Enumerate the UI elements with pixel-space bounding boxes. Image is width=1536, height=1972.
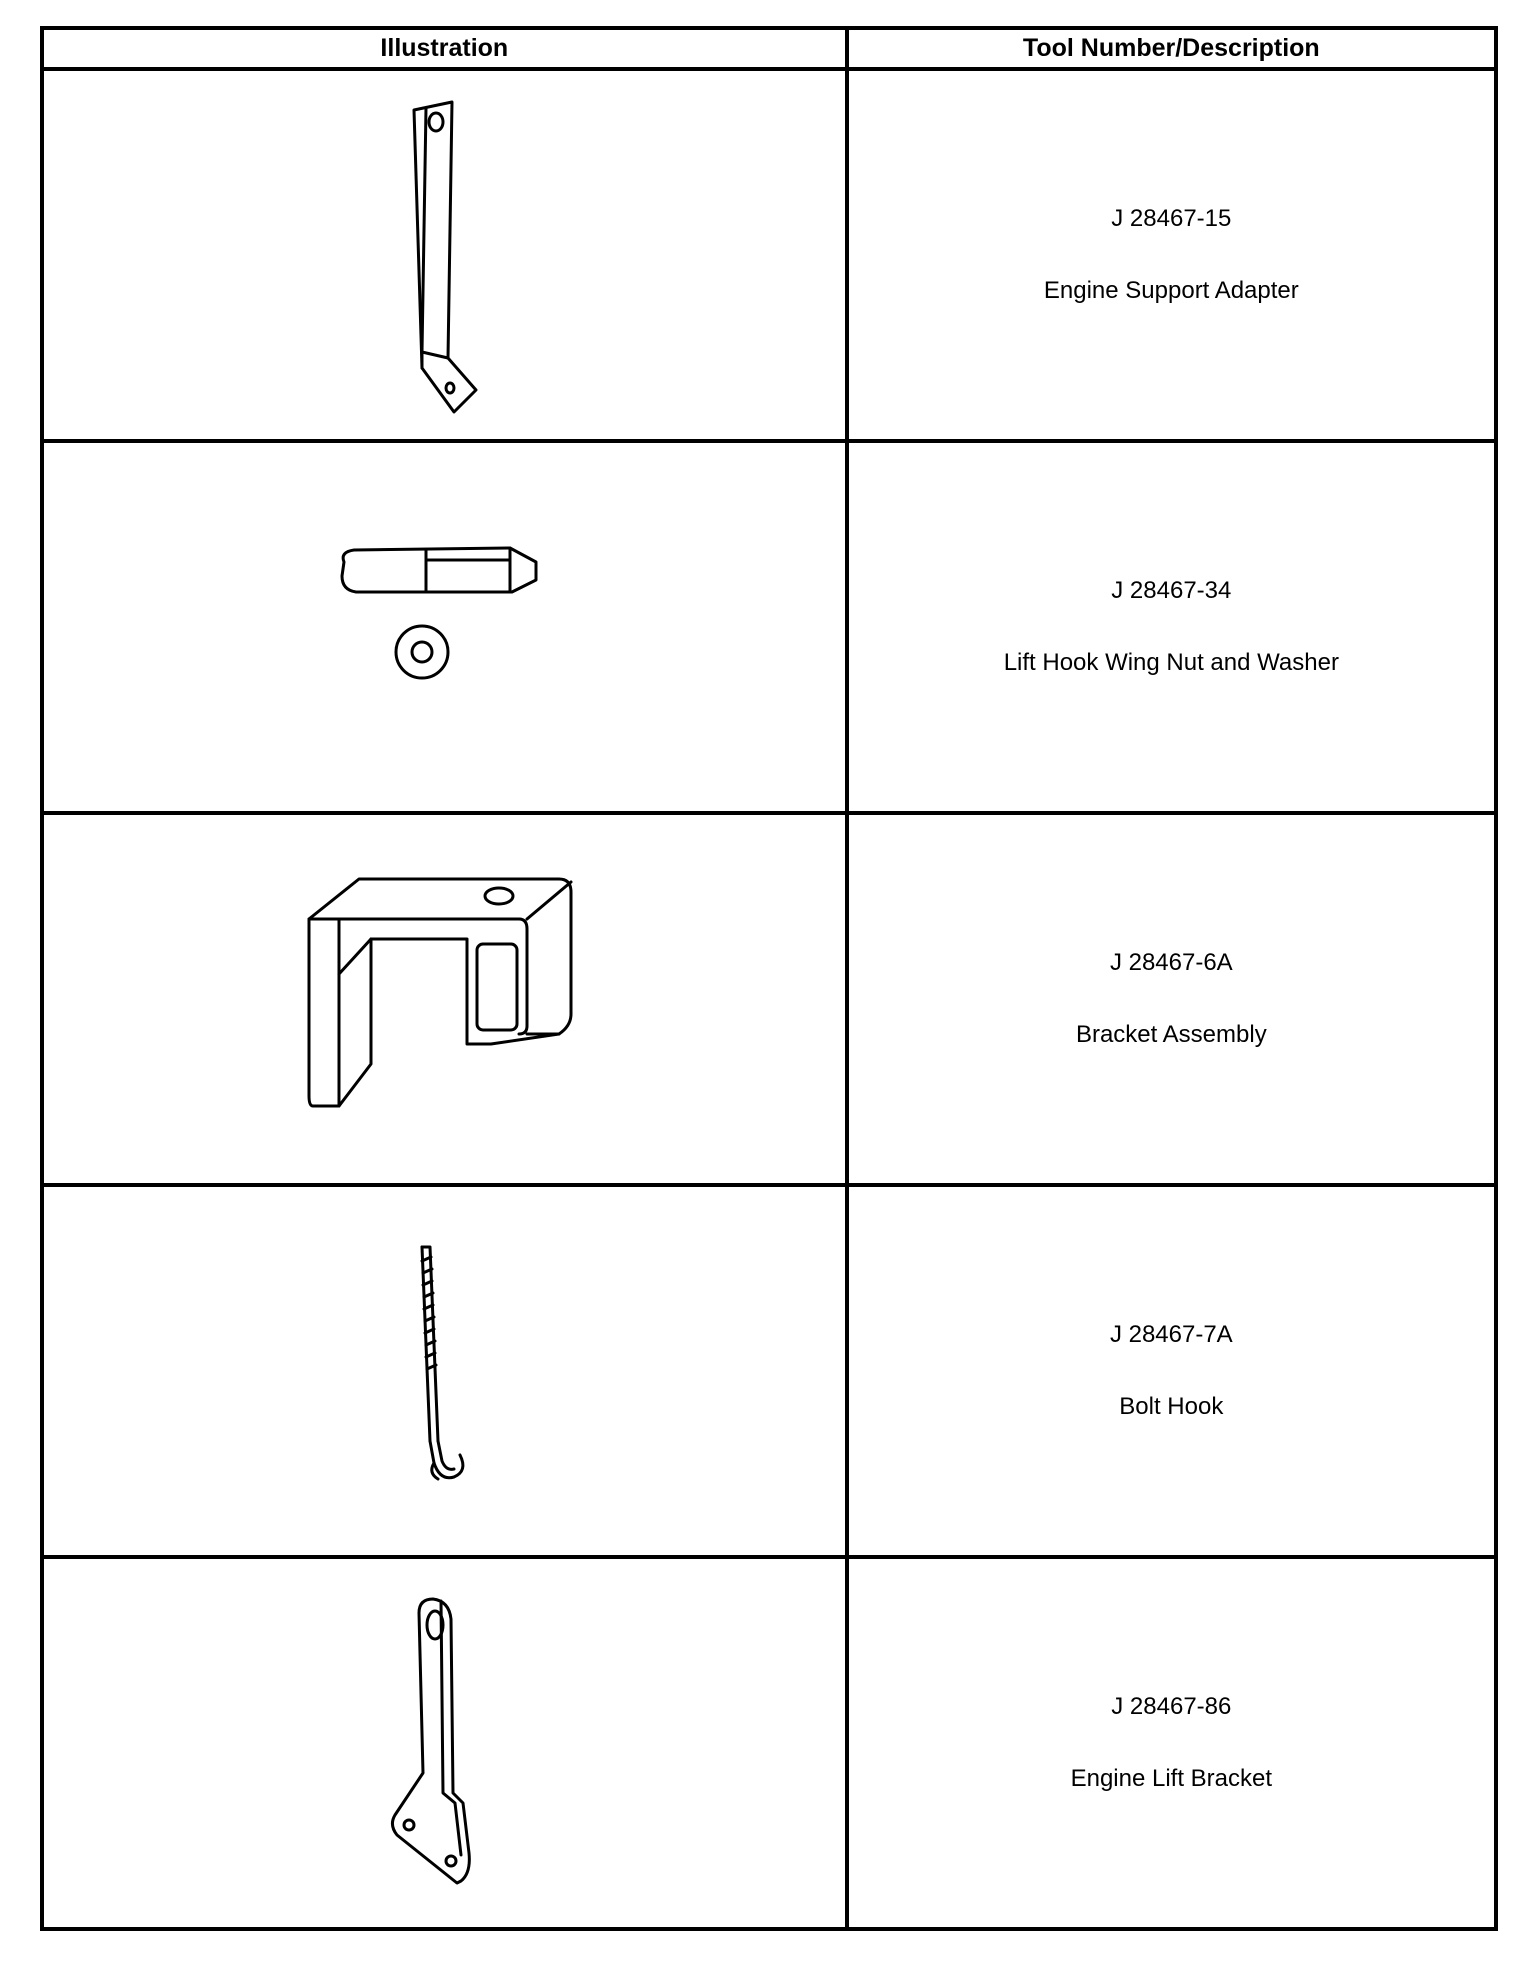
illustration-cell	[42, 69, 847, 441]
tool-description: Bracket Assembly	[1075, 1021, 1267, 1048]
bolt-hook-icon	[404, 1241, 484, 1501]
description-cell	[847, 1557, 1496, 1929]
tool-description: Engine Support Adapter	[1043, 277, 1299, 304]
engine-support-adapter-icon	[384, 90, 504, 420]
table-row	[42, 69, 1496, 441]
description-cell	[847, 441, 1496, 813]
tool-number: J 28467-7A	[1109, 1321, 1233, 1348]
wing-nut-washer-icon	[334, 542, 554, 712]
special-tools-table	[40, 26, 1498, 1931]
header-tool-description: Tool Number/Description	[847, 28, 1496, 69]
tool-number: J 28467-15	[1111, 205, 1232, 232]
description-cell	[847, 1185, 1496, 1557]
table-row	[42, 441, 1496, 813]
header-illustration: Illustration	[42, 28, 847, 69]
description-cell	[847, 813, 1496, 1185]
tool-description: Engine Lift Bracket	[1070, 1765, 1273, 1792]
table-row	[42, 1185, 1496, 1557]
tool-number: J 28467-6A	[1109, 949, 1233, 976]
table-header-row	[42, 28, 1496, 69]
tool-description: Lift Hook Wing Nut and Washer	[1003, 649, 1339, 676]
table-row	[42, 813, 1496, 1185]
description-cell	[847, 69, 1496, 441]
table-row	[42, 1557, 1496, 1929]
bracket-assembly-icon	[299, 874, 589, 1124]
illustration-cell	[42, 1185, 847, 1557]
tool-description: Bolt Hook	[1119, 1393, 1224, 1420]
illustration-cell	[42, 441, 847, 813]
engine-lift-bracket-icon	[379, 1593, 509, 1893]
tool-number: J 28467-34	[1111, 577, 1232, 604]
tool-number: J 28467-86	[1111, 1693, 1232, 1720]
illustration-cell	[42, 813, 847, 1185]
illustration-cell	[42, 1557, 847, 1929]
